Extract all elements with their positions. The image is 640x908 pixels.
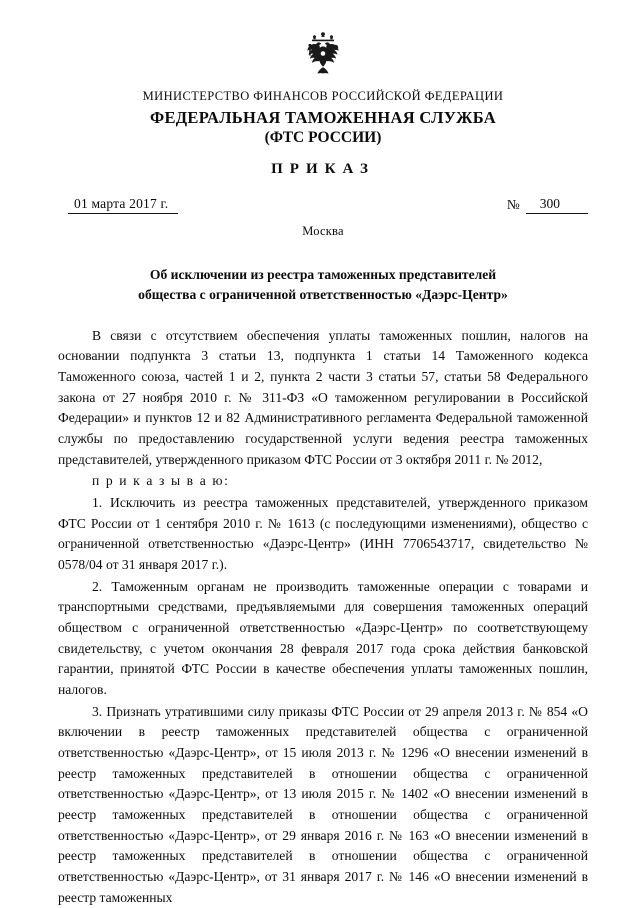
document-meta-row [58, 196, 588, 218]
service-abbreviation: (ФТС РОССИИ) [264, 129, 382, 146]
document-date: 01 марта 2017 г. [68, 196, 178, 214]
paragraph-item-3: 3. Признать утратившими силу приказы ФТС России от 29 апреля 2013 г. № 854 «О включении в реестр таможенных представителей общества с ограниченной ответственностью «Даэрс-Центр», от 15 июля 2013 г. № 1296 «О внесении изменений в реестр таможенных представителей в отношении общества с ограниченной ответственностью «Даэрс-Центр», от 13 июля 2015 г. № 1402 «О внесении изменений в реестр таможенных представителей в отношении общества с ограниченной ответственностью «Даэрс-Центр», от 29 января 2016 г. № 163 «О внесении изменений в реестр таможенных представителей в отношении общества с ограниченной ответственностью «Даэрс-Центр», от 31 января 2017 г. № 146 «О внесении изменений в реестр таможенных [58, 703, 588, 905]
paragraph-preamble: В связи с отсутствием обеспечения уплаты таможенных пошлин, налогов на основании подпункта 3 статьи 13, подпункта 1 статьи 14 Таможенного кодекса Таможенного союза, частей 1 и 2, пункта 2 части 3 статьи 57, статьи 58 Федерального закона от 27 ноября 2010 г. № 311-ФЗ «О таможенном регулировании в Российской Федерации» и пунктов 12 и 82 Административного регламента Федеральной таможенной службы по предоставлению государственной услуги ведения реестра таможенных представителей, утвержденного приказом ФТС России от 3 октября 2011 г. № 2012, [58, 327, 588, 467]
paragraph-item-2: 2. Таможенным органам не производить таможенные операции с товарами и транспортными средствами, предъявляемыми для совершения таможенных операций обществом с ограниченной ответственностью «Даэрс-Центр» по соответствующему свидетельству, с учетом окончания 28 февраля 2017 года срока действия банковской гарантии, принятой ФТС России в качестве обеспечения уплаты таможенных пошлин, налогов. [58, 578, 588, 697]
document-type: ПРИКАЗ [271, 161, 375, 177]
paragraph-order-word: п р и к а з ы в а ю: [92, 473, 230, 489]
russian-coat-of-arms-icon [301, 30, 345, 80]
document-number [507, 196, 588, 214]
number-label: № [506, 197, 520, 212]
emblem-container [58, 30, 588, 85]
document-body [58, 326, 588, 908]
ministry-line: МИНИСТЕРСТВО ФИНАНСОВ РОССИЙСКОЙ ФЕДЕРАЦИИ [142, 89, 504, 103]
title-line-1: Об исключении из реестра таможенных представителей [149, 267, 497, 282]
title-line-2: общества с ограниченной ответственностью «Даэрс-Центр» [138, 287, 508, 303]
paragraph-item-1: 1. Исключить из реестра таможенных представителей, утвержденного приказом ФТС России от 1 сентября 2010 г. № 1613 (с последующими изменениями), общество с ограниченной ответственностью «Даэрс-Центр» (ИНН 7706543717, свидетельство № 0578/04 от 31 января 2017 г.). [58, 495, 588, 572]
document-city: Москва [302, 224, 344, 238]
document-title [58, 265, 588, 306]
service-line: ФЕДЕРАЛЬНАЯ ТАМОЖЕННАЯ СЛУЖБА [150, 108, 496, 127]
number-value: 300 [526, 196, 588, 214]
